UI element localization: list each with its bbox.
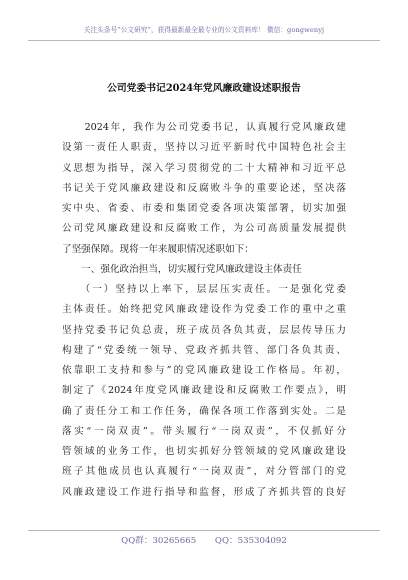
body-line: 构建了“党委统一领导、党政齐抓共管、部门各负其责、 <box>62 344 346 356</box>
body-line: 坚持党委书记负总责，班子成员各负其责，层层传导压力 <box>62 324 346 336</box>
body-line: 班子其他成员也认真履行“一岗双责”，对分管部门的党 <box>62 466 346 478</box>
footer-divider <box>28 530 380 531</box>
document-body <box>62 118 346 503</box>
body-line: 实中央、省委、市委和集团党委各项决策部署，切实加强 <box>62 203 346 214</box>
body-line: 主体责任。始终把党风廉政建设作为党委工作的重中之重 <box>62 304 346 316</box>
body-line: 风廉政建设工作进行指导和监督，形成了齐抓共管的良好 <box>62 486 346 498</box>
body-line: 2024年，我作为公司党委书记，认真履行党风廉政建 <box>62 122 346 133</box>
header-banner: 关注头条号“公文研究”，获得最新最全最专业的公文资料库！ 微信：gongwenyj <box>83 26 325 34</box>
body-line: 公司党风廉政建设和反腐败工作，为公司高质量发展提供 <box>62 223 346 235</box>
body-line: 义思想为指导，深入学习贯彻党的二十大精神和习近平总 <box>62 162 346 174</box>
document-title: 公司党委书记2024年党风廉政建设述职报告 <box>107 83 301 94</box>
footer-qq: QQ：535304092 <box>214 536 287 546</box>
body-line: 了坚强保障。现将一年来履职情况述职如下： <box>62 243 254 255</box>
body-line: 设第一责任人职责，坚持以习近平新时代中国特色社会主 <box>62 142 346 154</box>
body-line: （一）坚持以上率下，层层压实责任。一是强化党委 <box>62 284 346 295</box>
section-heading: 一、强化政治担当，切实履行党风廉政建设主体责任 <box>62 263 302 275</box>
body-line: 确了责任分工和工作任务，确保各项工作落到实处。二是 <box>62 405 346 417</box>
body-line: 管领域的业务工作，也切实抓好分管领域的党风廉政建设 <box>62 446 346 457</box>
body-line: 书记关于党风廉政建设和反腐败斗争的重要论述，坚决落 <box>62 182 346 194</box>
body-line: 依靠职工支持和参与”的党风廉政建设工作格局。年初， <box>62 365 346 376</box>
body-line: 制定了《2024年度党风廉政建设和反腐败工作要点》，明 <box>62 385 346 397</box>
footer-qq-group: QQ群：30265665 <box>121 536 197 546</box>
body-line: 落实“一岗双责”。带头履行“一岗双责”，不仅抓好分 <box>62 425 346 437</box>
header-divider <box>28 40 380 41</box>
footer-contacts <box>0 534 408 546</box>
